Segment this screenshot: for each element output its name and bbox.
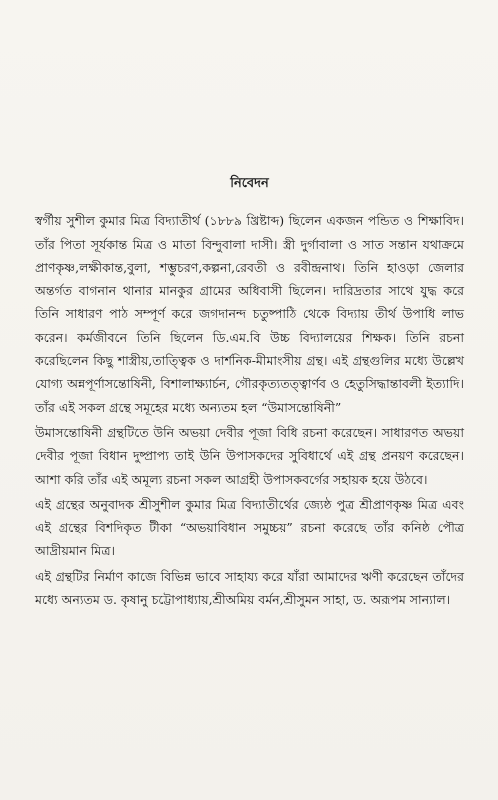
paragraph-4: এই গ্রন্থটির নির্মাণ কাজে বিভিন্ন ভাবে সাহায্য করে যাঁরা আমাদের ঋণী করেছেন তাঁদের মধ্যে অন্যতম ড. কৃষানু চট্টোপাধ্যায়,শ্রীঅমিয় বর্মন,শ্রীসুমন সাহা, ড. অরূপম সান্যাল। [35, 568, 464, 608]
paragraph-1: স্বর্গীয় সুশীল কুমার মিত্র বিদ্যাতীর্থ (১৮৮৯ খ্রিষ্টাব্দ) ছিলেন একজন পন্ডিত ও শিক্ষাবিদ। তাঁর পিতা সূর্যকান্ত মিত্র ও মাতা বিন্দুবালা দাসী। স্ত্রী দুর্গাবালা ও সাত সন্তান যথাক্রমে প্রাণকৃষ্ণ,লক্ষীকান্ত,বুলা, শম্ভুচরণ,কল্পনা,রেবতী ও রবীন্দ্রনাথ। তিনি হাওড়া জেলার অন্তর্গত বাগনান থানার মানকুর গ্রামের অধিবাসী ছিলেন। দারিদ্রতার সাথে যুদ্ধ করে তিনি সাধারণ পাঠ সম্পূর্ণ করে জগদানন্দ চতুষ্পাঠি থেকে বিদ্যায় তীর্থ উপাধি লাভ করেন। কর্মজীবনে তিনি ছিলেন ডি.এম.বি উচ্চ বিদ্যালয়ের শিক্ষক। তিনি রচনা করেছিলেন কিছু শাস্ত্রীয়,তাত্ত্বিক ও দার্শনিক-মীমাংসীয় গ্রন্থ। এই গ্রন্থগুলির মধ্যে উল্লেখ যোগ্য অন্নপূর্ণাসন্তোষিনী, বিশালাক্ষ্যার্চন, গৌরকৃত্যতত্ত্বার্ণব ও হেতুসিদ্ধান্তাবলী ইত্যাদি। তাঁর এই সকল গ্রন্থে সমূহের মধ্যে অন্যতম হল “উমাসন্তোষিনী” [35, 213, 464, 415]
paragraph-3: এই গ্রন্থের অনুবাদক শ্রীসুশীল কুমার মিত্র বিদ্যাতীর্থের জ্যেষ্ঠ পুত্র শ্রীপ্রাণকৃষ্ণ মিত্র এবং এই গ্রন্থের বিশদিকৃত টীকা “অভয়াবিধান সমুচ্চয়” রচনা করেছে তাঁর কনিষ্ঠ পৌত্র আদ্রীয়মান মিত্র। [35, 496, 464, 559]
page-title: নিবেদন [230, 176, 269, 191]
page-content [35, 172, 464, 613]
paragraph-2: উমাসন্তোষিনী গ্রন্থটিতে উনি অভয়া দেবীর পূজা বিধি রচনা করেছেন। সাধারণত অভয়া দেবীর পূজা বিধান দুষ্প্রাপ্য তাই উনি উপাসকদের সুবিধার্থে এই গ্রন্থ প্রনয়ণ করেছেন। আশা করি তাঁর এই অমূল্য রচনা সকল আগ্রহী উপাসকবর্গের সহায়ক হয়ে উঠবে। [35, 424, 464, 487]
